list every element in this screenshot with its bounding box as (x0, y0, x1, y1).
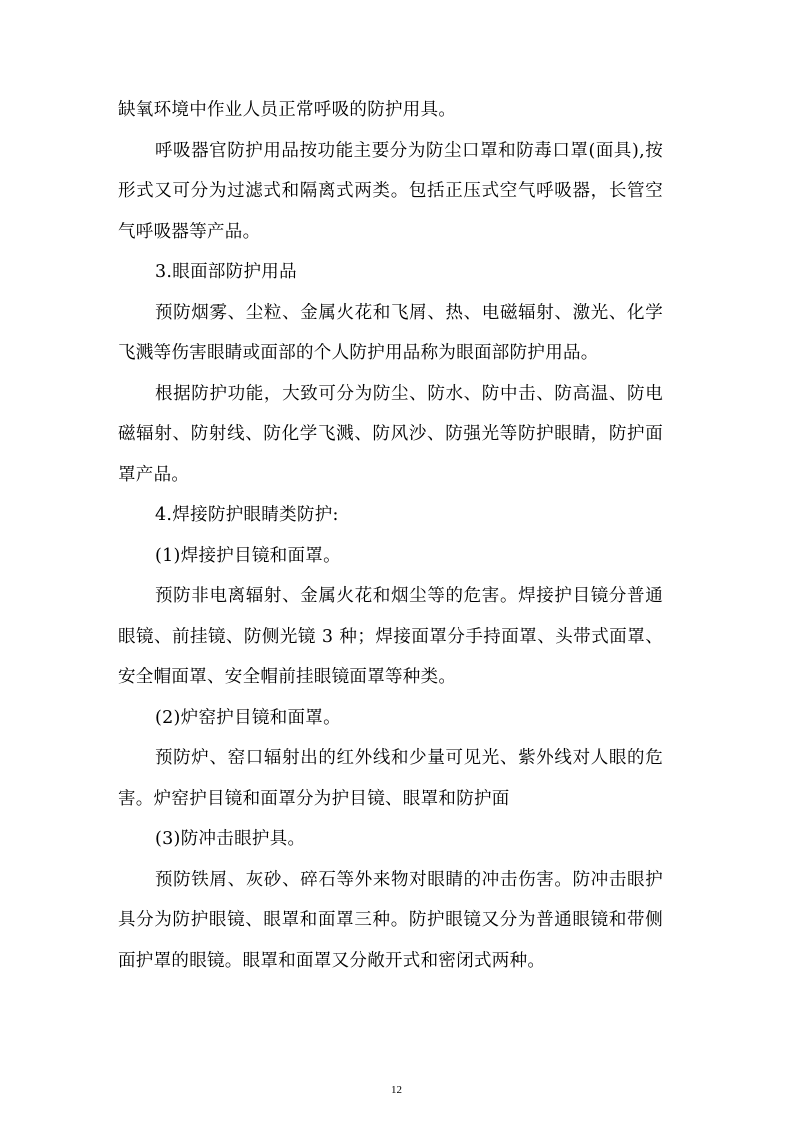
paragraph-furnace-goggles: 预防炉、窑口辐射出的红外线和少量可见光、紫外线对人眼的危害。炉窑护目镜和面罩分为护目镜、眼罩和防护面 (118, 748, 663, 809)
section-heading-eye-face-protection: 3.眼面部防护用品 (155, 262, 297, 282)
body-text (118, 90, 663, 981)
paragraph-welding-goggles: 预防非电离辐射、金属火花和烟尘等的危害。焊接护目镜分普通眼镜、前挂镜、防侧光镜 3 种；焊接面罩分手持面罩、头带式面罩、安全帽面罩、安全帽前挂眼镜面罩等种类。 (118, 586, 663, 687)
subheading-furnace-goggles: (2)炉窑护目镜和面罩。 (155, 707, 341, 728)
paragraph-eye-face-functions: 根据防护功能，大致可分为防尘、防水、防中击、防高温、防电磁辐射、防射线、防化学飞溅、防风沙、防强光等防护眼睛，防护面罩产品。 (118, 383, 663, 485)
section-heading-welding-eye-protection: 4.焊接防护眼睛类防护: (155, 505, 339, 525)
paragraph-breathing-gear-end: 缺氧环境中作业人员正常呼吸的防护用具。 (118, 100, 457, 120)
subheading-welding-goggles: (1)焊接护目镜和面罩。 (155, 545, 341, 566)
subheading-impact-eye-protection: (3)防冲击眼护具。 (155, 829, 306, 849)
paragraph-respiratory-classification: 呼吸器官防护用品按功能主要分为防尘口罩和防毒口罩(面具),按形式又可分为过滤式和隔离式两类。包括正压式空气呼吸器，长管空气呼吸器等产品。 (118, 140, 663, 242)
paragraph-eye-face-definition: 预防烟雾、尘粒、金属火花和飞屑、热、电磁辐射、激光、化学飞溅等伤害眼睛或面部的个人防护用品称为眼面部防护用品。 (118, 302, 663, 363)
paragraph-impact-eye-protection: 预防铁屑、灰砂、碎石等外来物对眼睛的冲击伤害。防冲击眼护具分为防护眼镜、眼罩和面罩三种。防护眼镜又分为普通眼镜和带侧面护罩的眼镜。眼罩和面罩又分敞开式和密闭式两种。 (118, 869, 663, 971)
page-number: 12 (391, 1084, 402, 1096)
